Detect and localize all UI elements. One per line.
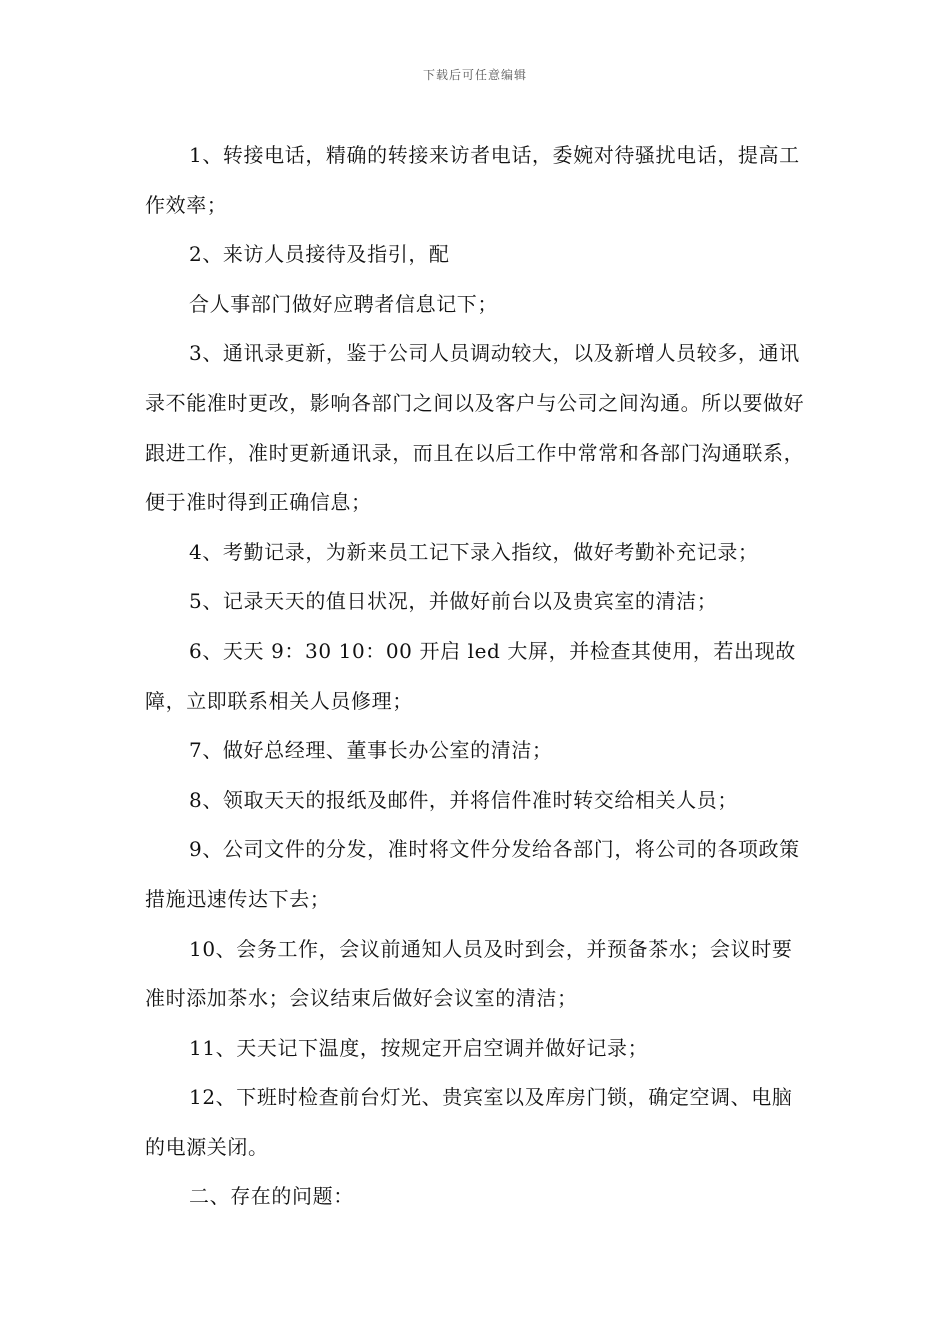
paragraph-item-11: 11、天天记下温度，按规定开启空调并做好记录； bbox=[189, 1035, 649, 1060]
paragraph-item-8: 8、领取天天的报纸及邮件，并将信件准时转交给相关人员； bbox=[189, 787, 738, 812]
paragraph-item-5: 5、记录天天的值日状况，并做好前台以及贵宾室的清洁； bbox=[189, 589, 718, 614]
paragraph-item-1: 1、转接电话，精确的转接来访者电话，委婉对待骚扰电话，提高工作效率； bbox=[145, 143, 800, 217]
document-body bbox=[145, 131, 810, 1222]
paragraph-item-2: 2、来访人员接待及指引，配 bbox=[189, 242, 450, 267]
paragraph-item-2-continued: 合人事部门做好应聘者信息记下； bbox=[189, 291, 498, 316]
paragraph-item-12: 12、下班时检查前台灯光、贵宾室以及库房门锁，确定空调、电脑的电源关闭。 bbox=[145, 1085, 793, 1159]
paragraph-item-4: 4、考勤记录，为新来员工记下录入指纹，做好考勤补充记录； bbox=[189, 539, 759, 564]
page-header: 下载后可任意编辑 bbox=[422, 68, 527, 82]
section-heading-issues: 二、存在的问题： bbox=[189, 1184, 354, 1209]
paragraph-item-6: 6、天天 9：30 10：00 开启 led 大屏，并检查其使用，若出现故障，立即联系相关人员修理； bbox=[145, 638, 796, 713]
paragraph-item-7: 7、做好总经理、董事长办公室的清洁； bbox=[189, 738, 553, 763]
paragraph-item-3: 3、通讯录更新，鉴于公司人员调动较大，以及新增人员较多，通讯录不能准时更改，影响各部门之间以及客户与公司之间沟通。所以要做好跟进工作，准时更新通讯录，而且在以后工作中常常和各部门沟通联系，便于准时得到正确信息； bbox=[145, 341, 805, 515]
paragraph-item-10: 10、会务工作，会议前通知人员及时到会，并预备茶水；会议时要准时添加茶水；会议结束后做好会议室的清洁； bbox=[145, 936, 793, 1011]
paragraph-item-9: 9、公司文件的分发，准时将文件分发给各部门，将公司的各项政策措施迅速传达下去； bbox=[145, 837, 800, 911]
